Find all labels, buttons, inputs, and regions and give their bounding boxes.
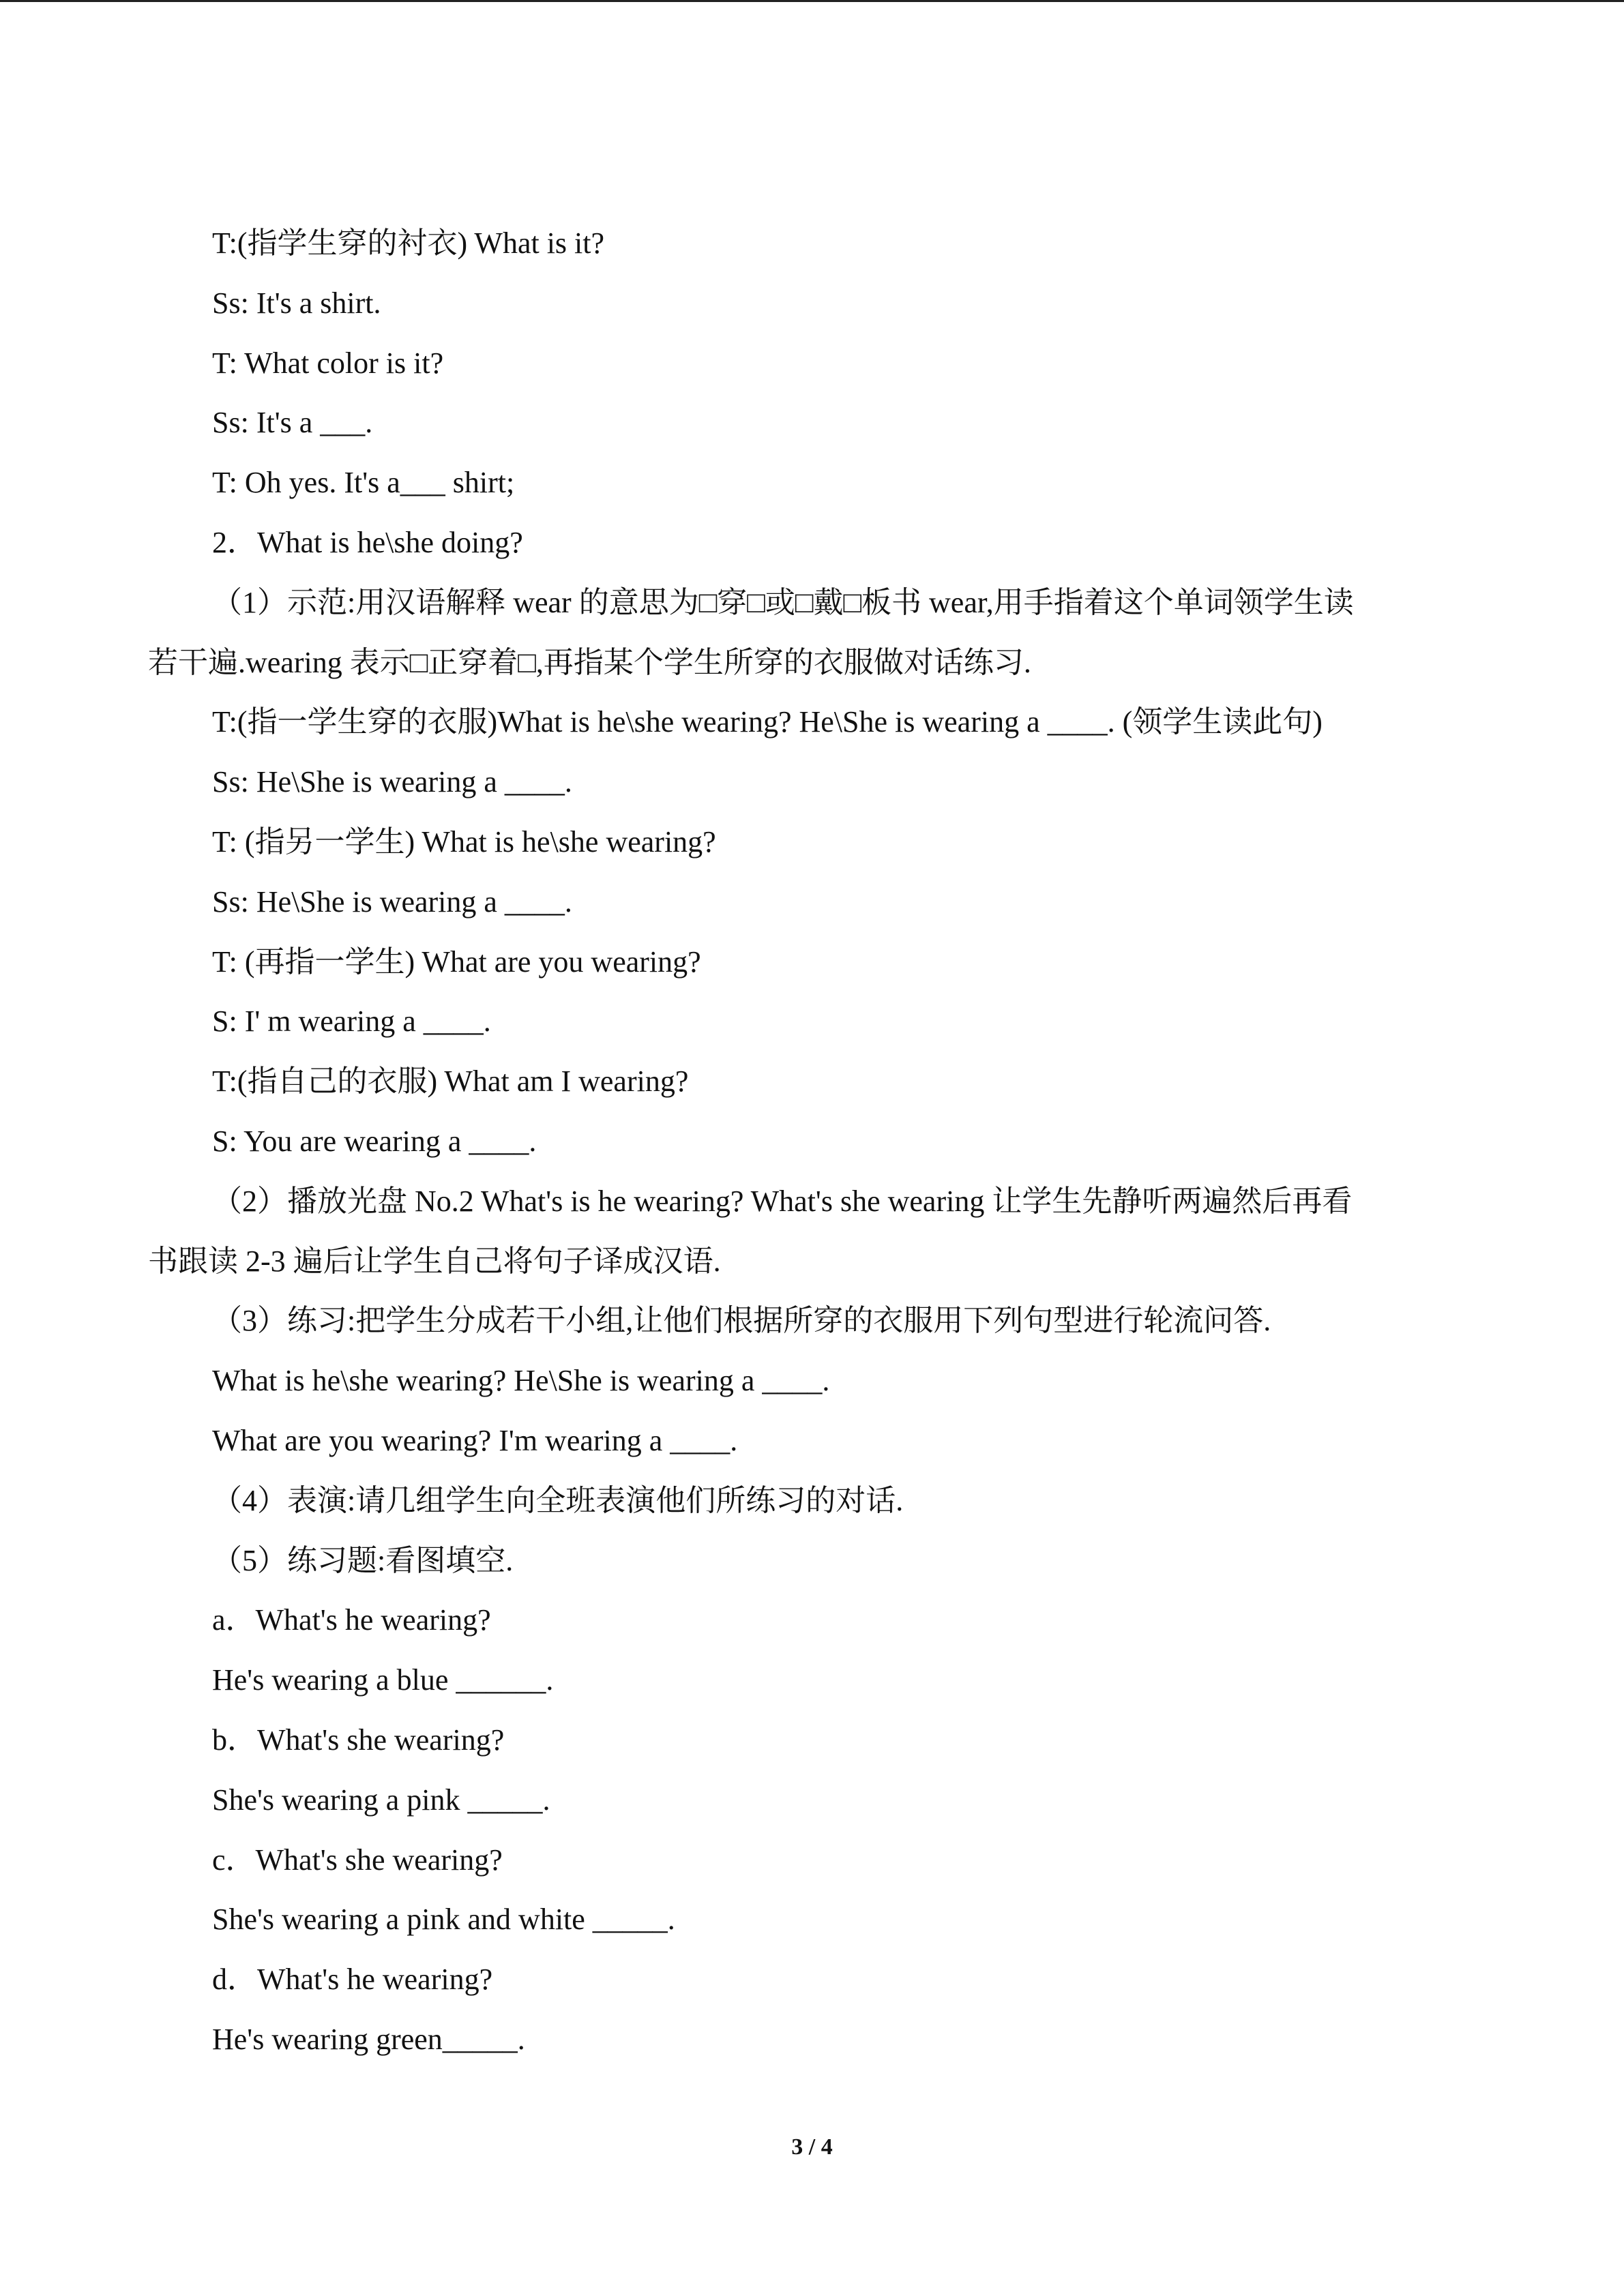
exercise-question: d．What's he wearing? [212, 1963, 493, 1997]
pattern-line: What is he\she wearing? He\She is wearing a ____. [212, 1364, 830, 1398]
pattern-line: What are you wearing? I'm wearing a ____. [212, 1423, 738, 1457]
exercise-question: c．What's she wearing? [212, 1843, 503, 1877]
dialogue-line: T:(指学生穿的衬衣) What is it? [212, 226, 605, 260]
dialogue-line: T: (指另一学生) What is he\she wearing? [212, 824, 716, 859]
paragraph-line: 若干遍.wearing 表示□正穿着□,再指某个学生所穿的衣服做对话练习. [148, 645, 1031, 679]
paragraph-line: （2）播放光盘 No.2 What's is he wearing? What's she wearing 让学生先静听两遍然后再看 [212, 1184, 1353, 1218]
exercise-question: b．What's she wearing? [212, 1723, 505, 1757]
dialogue-line: Ss: He\She is wearing a ____. [212, 765, 572, 799]
dialogue-line: Ss: He\She is wearing a ____. [212, 884, 572, 919]
dialogue-line: T: Oh yes. It's a___ shirt; [212, 466, 515, 500]
dialogue-line: Ss: It's a shirt. [212, 286, 381, 320]
dialogue-line: Ss: It's a ___. [212, 406, 373, 440]
paragraph-line: （5）练习题:看图填空. [212, 1543, 514, 1577]
exercise-answer: He's wearing green_____. [212, 2022, 525, 2056]
document-body [148, 213, 1478, 2070]
dialogue-line: T: (再指一学生) What are you wearing? [212, 944, 701, 979]
page-number: 3 / 4 [791, 2134, 833, 2160]
dialogue-line: T:(指自己的衣服) What am I wearing? [212, 1064, 689, 1099]
dialogue-line: T: What color is it? [212, 346, 444, 380]
dialogue-line: S: You are wearing a ____. [212, 1124, 537, 1158]
top-border-line [0, 0, 1624, 2]
exercise-answer: She's wearing a pink and white _____. [212, 1903, 675, 1937]
dialogue-line: S: I' m wearing a ____. [212, 1004, 491, 1039]
paragraph-line: （3）练习:把学生分成若干小组,让他们根据所穿的衣服用下列句型进行轮流问答. [212, 1304, 1271, 1338]
paragraph-line: 书跟读 2-3 遍后让学生自己将句子译成汉语. [148, 1244, 721, 1278]
paragraph-line: （4）表演:请几组学生向全班表演他们所练习的对话. [212, 1483, 904, 1517]
paragraph-line: （1）示范:用汉语解释 wear 的意思为□穿□或□戴□板书 wear,用手指着这个单词领学生读 [212, 585, 1354, 619]
exercise-question: a．What's he wearing? [212, 1603, 491, 1637]
exercise-answer: She's wearing a pink _____. [212, 1783, 550, 1817]
section-heading: 2．What is he\she doing? [212, 525, 523, 559]
exercise-answer: He's wearing a blue ______. [212, 1663, 554, 1697]
dialogue-line: T:(指一学生穿的衣服)What is he\she wearing? He\She is wearing a ____. (领学生读此句) [212, 705, 1323, 739]
